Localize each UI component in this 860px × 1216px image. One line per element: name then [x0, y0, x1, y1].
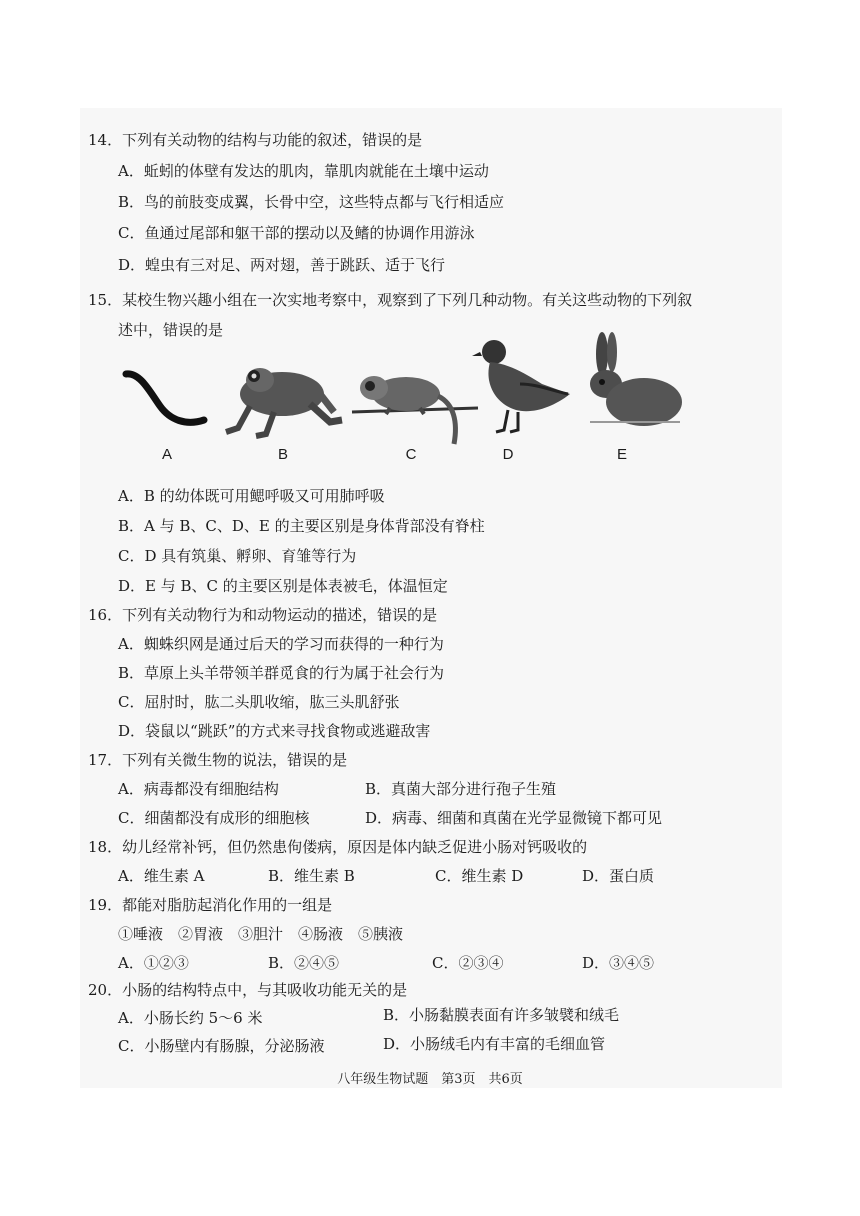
question-20-option-a: A．小肠长约 5～6 米: [118, 1009, 263, 1027]
question-15-stem-line2: 述中，错误的是: [118, 321, 224, 339]
question-19-option-b: B．②④⑤: [268, 954, 340, 972]
question-17-option-b: B．真菌大部分进行孢子生殖: [365, 780, 557, 798]
earthworm-icon: [120, 362, 210, 432]
question-19-option-c: C．②③④: [432, 954, 504, 972]
question-16-option-c: C．屈肘时，肱二头肌收缩，肱三头肌舒张: [118, 693, 400, 711]
question-17-option-d: D．病毒、细菌和真菌在光学显微镜下都可见: [365, 809, 663, 827]
question-15-option-d: D．E 与 B、C 的主要区别是体表被毛，体温恒定: [118, 577, 448, 595]
question-16-stem: 16．下列有关动物行为和动物运动的描述，错误的是: [88, 606, 438, 624]
animal-figures: [110, 340, 710, 470]
question-14-option-a: A．蚯蚓的体壁有发达的肌肉，靠肌肉就能在土壤中运动: [118, 162, 489, 180]
question-14-stem: 14．下列有关动物的结构与功能的叙述，错误的是: [88, 131, 423, 149]
question-15-option-c: C．D 具有筑巢、孵卵、育雏等行为: [118, 547, 357, 565]
question-15-stem-line1: 15．某校生物兴趣小组在一次实地考察中，观察到了下列几种动物。有关这些动物的下列叙: [88, 291, 693, 309]
question-16-option-b: B．草原上头羊带领羊群觅食的行为属于社会行为: [118, 664, 445, 682]
question-14-option-b: B．鸟的前肢变成翼，长骨中空，这些特点都与飞行相适应: [118, 193, 505, 211]
figure-label-c: C: [405, 446, 417, 463]
rabbit-icon: [580, 332, 692, 440]
figure-label-a: A: [161, 446, 172, 463]
chameleon-icon: [350, 360, 480, 450]
question-20-option-c: C．小肠壁内有肠腺，分泌肠液: [118, 1037, 325, 1055]
question-19-option-d: D．③④⑤: [582, 954, 655, 972]
question-19-items: ①唾液 ②胃液 ③胆汁 ④肠液 ⑤胰液: [118, 925, 404, 943]
question-17-stem: 17．下列有关微生物的说法，错误的是: [88, 751, 348, 769]
question-18-option-d: D．蛋白质: [582, 867, 655, 885]
figure-label-d: D: [502, 446, 514, 463]
pigeon-icon: [470, 334, 580, 444]
question-18-option-a: A．维生素 A: [118, 867, 205, 885]
frog-icon: [220, 354, 350, 444]
question-14-option-d: D．蝗虫有三对足、两对翅，善于跳跃、适于飞行: [118, 256, 446, 274]
question-20-stem: 20．小肠的结构特点中，与其吸收功能无关的是: [88, 981, 408, 999]
question-20-option-b: B．小肠黏膜表面有许多皱襞和绒毛: [383, 1006, 620, 1024]
question-19-option-a: A．①②③: [118, 954, 189, 972]
question-15-option-b: B．A 与 B、C、D、E 的主要区别是身体背部没有脊柱: [118, 517, 485, 535]
question-19-stem: 19．都能对脂肪起消化作用的一组是: [88, 896, 333, 914]
figure-label-b: B: [277, 446, 288, 463]
question-18-option-b: B．维生素 B: [268, 867, 355, 885]
question-15-option-a: A．B 的幼体既可用鳃呼吸又可用肺呼吸: [118, 487, 385, 505]
question-14-option-c: C．鱼通过尾部和躯干部的摆动以及鳍的协调作用游泳: [118, 224, 475, 242]
question-18-stem: 18．幼儿经常补钙，但仍然患佝偻病，原因是体内缺乏促进小肠对钙吸收的: [88, 838, 588, 856]
question-16-option-a: A．蜘蛛织网是通过后天的学习而获得的一种行为: [118, 635, 444, 653]
figure-label-e: E: [616, 446, 627, 463]
question-17-option-c: C．细菌都没有成形的细胞核: [118, 809, 310, 827]
question-17-option-a: A．病毒都没有细胞结构: [118, 780, 279, 798]
question-18-option-c: C．维生素 D: [435, 867, 524, 885]
question-16-option-d: D．袋鼠以“跳跃”的方式来寻找食物或逃避敌害: [118, 722, 431, 740]
page-footer: 八年级生物试题 第3页 共6页: [337, 1072, 523, 1087]
question-20-option-d: D．小肠绒毛内有丰富的毛细血管: [383, 1035, 606, 1053]
